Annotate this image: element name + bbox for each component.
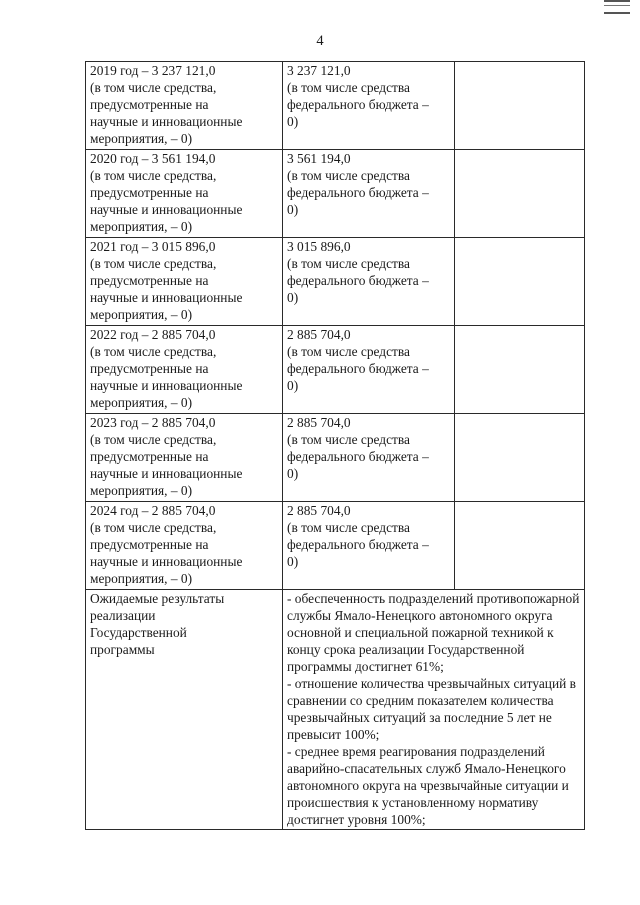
district-budget-cell: 3 237 121,0 (в том числе средства федерального бюджета – 0): [283, 62, 455, 150]
district-budget-cell: 2 885 704,0 (в том числе средства федерального бюджета – 0): [283, 414, 455, 502]
district-budget-cell: 2 885 704,0 (в том числе средства федерального бюджета – 0): [283, 502, 455, 590]
total-funding-cell: 2019 год – 3 237 121,0 (в том числе средства, предусмотренные на научные и инновационные мероприятия, – 0): [86, 62, 283, 150]
empty-cell: [455, 150, 585, 238]
funding-row-2022: [86, 326, 585, 414]
total-funding-cell: 2021 год – 3 015 896,0 (в том числе средства, предусмотренные на научные и инновационные мероприятия, – 0): [86, 238, 283, 326]
empty-cell: [455, 502, 585, 590]
funding-row-2019: [86, 62, 585, 150]
page-number: 4: [316, 33, 324, 49]
empty-cell: [455, 238, 585, 326]
empty-cell: [455, 326, 585, 414]
expected-results-row: [86, 590, 585, 830]
expected-results-label: Ожидаемые результаты реализации Государственной программы: [86, 590, 283, 830]
expected-results-list: [283, 590, 585, 830]
funding-row-2023: [86, 414, 585, 502]
funding-row-2021: [86, 238, 585, 326]
result-item: - отношение количества чрезвычайных ситуаций в сравнении со средним показателем количества чрезвычайных ситуаций за последние 5 лет не превысит 100%;: [287, 676, 576, 742]
total-funding-cell: 2023 год – 2 885 704,0 (в том числе средства, предусмотренные на научные и инновационные мероприятия, – 0): [86, 414, 283, 502]
empty-cell: [455, 414, 585, 502]
total-funding-cell: 2020 год – 3 561 194,0 (в том числе средства, предусмотренные на научные и инновационные мероприятия, – 0): [86, 150, 283, 238]
result-item: - среднее время реагирования подразделений аварийно-спасательных служб Ямало-Ненецкого автономного округа на чрезвычайные ситуации и происшествия к установленному нормативу достигнет уровня 100%;: [287, 744, 569, 827]
district-budget-cell: 2 885 704,0 (в том числе средства федерального бюджета – 0): [283, 326, 455, 414]
district-budget-cell: 3 561 194,0 (в том числе средства федерального бюджета – 0): [283, 150, 455, 238]
result-item: - обеспеченность подразделений противопожарной службы Ямало-Ненецкого автономного округа основной и специальной пожарной техникой к концу срока реализации Государственной программы достигнет 61%;: [287, 591, 580, 674]
funding-row-2020: [86, 150, 585, 238]
funding-row-2024: [86, 502, 585, 590]
total-funding-cell: 2024 год – 2 885 704,0 (в том числе средства, предусмотренные на научные и инновационные мероприятия, – 0): [86, 502, 283, 590]
funding-table: [85, 61, 585, 830]
district-budget-cell: 3 015 896,0 (в том числе средства федерального бюджета – 0): [283, 238, 455, 326]
empty-cell: [455, 62, 585, 150]
scan-corner-mark: [604, 0, 630, 14]
total-funding-cell: 2022 год – 2 885 704,0 (в том числе средства, предусмотренные на научные и инновационные мероприятия, – 0): [86, 326, 283, 414]
